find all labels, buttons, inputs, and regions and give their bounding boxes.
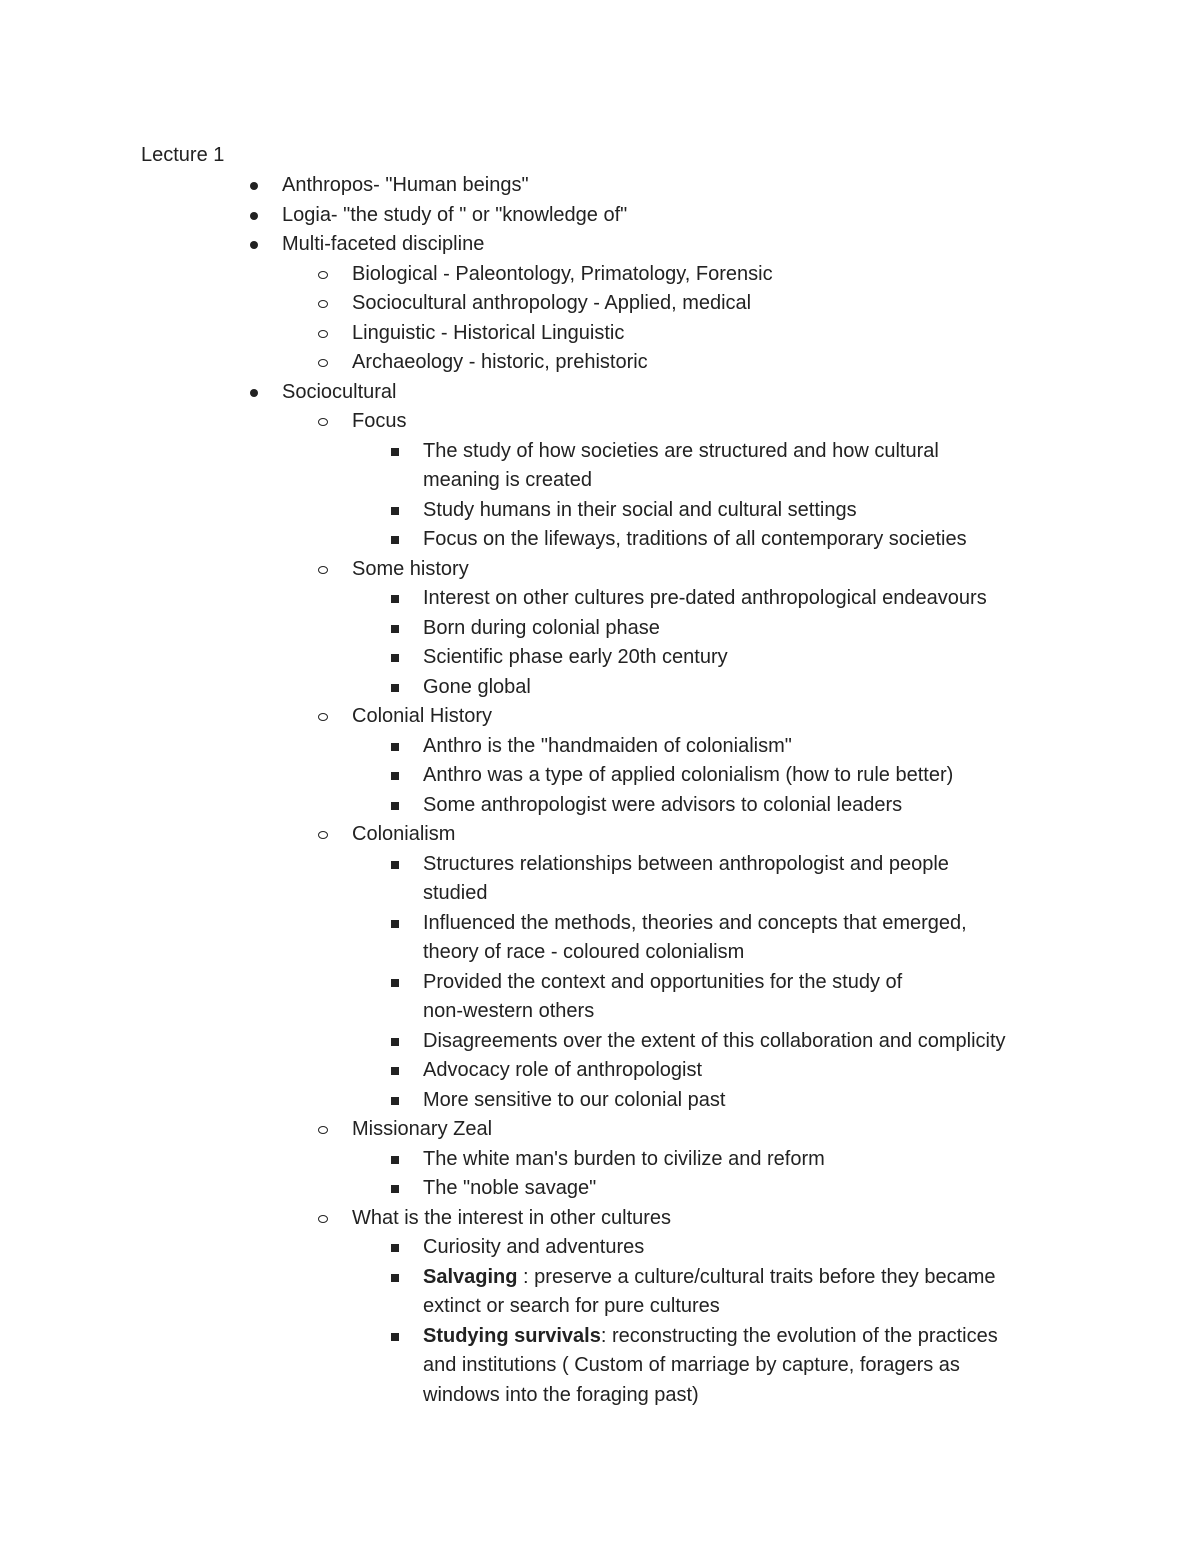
list-item-line-text: Missionary Zeal — [352, 1118, 493, 1140]
list-item-line-text: meaning is created — [423, 469, 592, 491]
list-item-text — [282, 378, 397, 408]
list-item-text — [423, 1322, 998, 1352]
list-item-line — [0, 230, 1200, 260]
square-bullet-icon — [391, 1067, 399, 1075]
square-bullet-icon — [391, 920, 399, 928]
hollow-circle-bullet-icon — [318, 713, 328, 721]
list-item-line — [0, 702, 1200, 732]
list-item-line — [0, 201, 1200, 231]
square-bullet-icon — [391, 861, 399, 869]
list-item-line-text: The study of how societies are structured and how cultural — [423, 439, 939, 462]
list-item-text — [423, 732, 792, 762]
list-item-line-text: Colonial History — [352, 705, 493, 727]
list-item-line — [0, 1027, 1200, 1057]
hollow-circle-bullet-icon — [318, 359, 328, 367]
list-item-line-text: Study humans in their social and cultural settings — [423, 498, 857, 521]
list-item-line-text: What is the interest in other cultures — [352, 1206, 672, 1229]
list-item-text — [423, 643, 728, 673]
list-item-line — [0, 171, 1200, 201]
list-item-line — [0, 761, 1200, 791]
list-item-text — [282, 201, 627, 231]
list-item-line-text: Some anthropologist were advisors to colonial leaders — [423, 793, 903, 816]
list-item-line-text: Anthropos- "Human beings" — [282, 174, 529, 196]
list-item-line-text: Some history — [352, 557, 469, 580]
square-bullet-icon — [391, 625, 399, 633]
list-item-text — [423, 437, 939, 467]
list-item-line — [0, 1204, 1200, 1234]
list-item-line — [0, 791, 1200, 821]
list-item-line — [0, 555, 1200, 585]
list-item-line-text: The white man's burden to civilize and reform — [423, 1147, 825, 1170]
list-item-line-text: theory of race - coloured colonialism — [423, 941, 745, 963]
list-item-text — [423, 850, 949, 880]
square-bullet-icon — [391, 1185, 399, 1193]
list-item-line — [0, 1145, 1200, 1175]
list-item-text — [423, 466, 592, 496]
list-item-text — [352, 348, 648, 378]
square-bullet-icon — [391, 743, 399, 751]
list-item-line — [0, 1174, 1200, 1204]
list-item-line — [0, 1351, 1200, 1381]
square-bullet-icon — [391, 772, 399, 780]
list-item-line — [0, 1086, 1200, 1116]
square-bullet-icon — [391, 595, 399, 603]
list-item-line — [0, 1115, 1200, 1145]
lecture-title: Lecture 1 — [141, 144, 225, 166]
list-item-line-text: Anthro was a type of applied colonialism (how to rule better) — [423, 764, 954, 786]
list-item-line — [0, 614, 1200, 644]
list-item-text — [423, 496, 857, 526]
list-item-line-text: windows into the foraging past) — [423, 1383, 699, 1406]
list-item-line — [0, 1381, 1200, 1411]
list-item-text — [423, 909, 967, 939]
list-item-text — [423, 673, 531, 703]
hollow-circle-bullet-icon — [318, 330, 328, 338]
list-item-line — [0, 938, 1200, 968]
square-bullet-icon — [391, 507, 399, 515]
list-item-line-text: Anthro is the "handmaiden of colonialism" — [423, 734, 792, 757]
list-item-text — [423, 879, 488, 909]
list-item-text — [423, 1263, 996, 1293]
list-item-line-text: Structures relationships between anthropologist and people — [423, 852, 949, 875]
list-item-line — [0, 968, 1200, 998]
list-item-text — [423, 1292, 720, 1322]
list-item-text — [423, 1381, 699, 1411]
list-item-line — [0, 1263, 1200, 1293]
list-item-line — [0, 1322, 1200, 1352]
list-item-line-text: Linguistic - Historical Linguistic — [352, 321, 625, 344]
square-bullet-icon — [391, 1333, 399, 1341]
list-item-line — [0, 319, 1200, 349]
hollow-circle-bullet-icon — [318, 1215, 328, 1223]
list-item-text — [282, 171, 529, 201]
list-item-line-text: Interest on other cultures pre-dated anthropological endeavours — [423, 587, 987, 609]
list-item-line — [0, 584, 1200, 614]
list-item-text — [352, 407, 406, 437]
filled-circle-bullet-icon — [250, 182, 258, 190]
hollow-circle-bullet-icon — [318, 300, 328, 308]
list-item-line — [0, 997, 1200, 1027]
list-item-line — [0, 407, 1200, 437]
hollow-circle-bullet-icon — [318, 566, 328, 574]
list-item-line — [0, 732, 1200, 762]
list-item-text — [352, 289, 751, 319]
list-item-text — [423, 1086, 725, 1116]
list-item-line-text: : reconstructing the evolution of the practices — [600, 1324, 998, 1347]
filled-circle-bullet-icon — [250, 241, 258, 249]
list-item-line-text: Influenced the methods, theories and concepts that emerged, — [423, 911, 967, 934]
list-item-line-text: Advocacy role of anthropologist — [423, 1059, 703, 1081]
filled-circle-bullet-icon — [250, 212, 258, 220]
list-item-text — [423, 968, 902, 998]
list-item-text — [352, 1204, 671, 1234]
list-item-line — [0, 496, 1200, 526]
list-item-line-text: Gone global — [423, 675, 531, 698]
list-item-line-text: Born during colonial phase — [423, 616, 660, 639]
list-item-text — [352, 1115, 492, 1145]
list-item-text — [352, 820, 455, 850]
list-item-line — [0, 437, 1200, 467]
list-item-text — [423, 1233, 644, 1263]
list-item-text — [352, 319, 624, 349]
list-item-text — [352, 702, 492, 732]
list-item-text — [423, 938, 744, 968]
list-item-line-text: Archaeology - historic, prehistoric — [352, 351, 648, 373]
list-item-line-text: Biological - Paleontology, Primatology, Forensic — [352, 262, 773, 285]
list-item-line-text: Disagreements over the extent of this collaboration and complicity — [423, 1029, 1006, 1052]
list-item-line-text: Provided the context and opportunities for the study of — [423, 970, 903, 993]
list-item-text — [423, 525, 967, 555]
list-item-line — [0, 1292, 1200, 1322]
list-item-line — [0, 1233, 1200, 1263]
list-item-text — [423, 1145, 825, 1175]
filled-circle-bullet-icon — [250, 389, 258, 397]
list-item-text — [423, 1351, 960, 1381]
list-item-line-text: : preserve a culture/cultural traits before they became — [517, 1265, 996, 1288]
list-item-line-text: Logia- "the study of " or "knowledge of" — [282, 203, 628, 226]
list-item-text — [423, 791, 902, 821]
square-bullet-icon — [391, 1274, 399, 1282]
list-item-line-text: Colonialism — [352, 823, 456, 845]
list-item-line-text: Multi-faceted discipline — [282, 233, 485, 255]
list-item-line-text: More sensitive to our colonial past — [423, 1088, 726, 1111]
list-item-line-text: non-western others — [423, 1000, 595, 1022]
square-bullet-icon — [391, 1038, 399, 1046]
list-item-text — [423, 614, 660, 644]
list-item-line — [0, 378, 1200, 408]
list-item-text — [423, 761, 953, 791]
square-bullet-icon — [391, 448, 399, 456]
list-item-line — [0, 466, 1200, 496]
list-item-line-text: Focus on the lifeways, traditions of all contemporary societies — [423, 528, 967, 550]
list-item-text — [423, 1027, 1006, 1057]
square-bullet-icon — [391, 1097, 399, 1105]
square-bullet-icon — [391, 654, 399, 662]
square-bullet-icon — [391, 1244, 399, 1252]
bold-term: Salvaging — [423, 1265, 518, 1288]
square-bullet-icon — [391, 1156, 399, 1164]
list-item-text — [423, 584, 987, 614]
list-item-line — [0, 643, 1200, 673]
list-item-line-text: and institutions ( Custom of marriage by capture, foragers as — [423, 1354, 960, 1376]
square-bullet-icon — [391, 979, 399, 987]
list-item-line — [0, 260, 1200, 290]
list-item-text — [352, 555, 469, 585]
bold-term: Studying survivals — [423, 1324, 601, 1347]
square-bullet-icon — [391, 684, 399, 692]
list-item-line — [0, 850, 1200, 880]
list-item-text — [423, 997, 594, 1027]
square-bullet-icon — [391, 802, 399, 810]
list-item-line — [0, 909, 1200, 939]
list-item-text — [423, 1174, 596, 1204]
list-item-line-text: Focus — [352, 410, 407, 432]
hollow-circle-bullet-icon — [318, 418, 328, 426]
list-item-line-text: The "noble savage" — [423, 1177, 597, 1199]
list-item-text — [423, 1056, 702, 1086]
list-item-line — [0, 289, 1200, 319]
list-item-line — [0, 1056, 1200, 1086]
list-item-line-text: Curiosity and adventures — [423, 1236, 645, 1258]
hollow-circle-bullet-icon — [318, 271, 328, 279]
list-item-line-text: extinct or search for pure cultures — [423, 1295, 720, 1317]
square-bullet-icon — [391, 536, 399, 544]
list-item-line — [0, 879, 1200, 909]
hollow-circle-bullet-icon — [318, 831, 328, 839]
hollow-circle-bullet-icon — [318, 1126, 328, 1134]
list-item-line — [0, 525, 1200, 555]
list-item-line-text: studied — [423, 882, 488, 904]
list-item-line — [0, 348, 1200, 378]
list-item-line — [0, 820, 1200, 850]
list-item-line-text: Scientific phase early 20th century — [423, 646, 728, 668]
list-item-line — [0, 673, 1200, 703]
list-item-text — [352, 260, 773, 290]
list-item-text — [282, 230, 484, 260]
list-item-line-text: Sociocultural anthropology - Applied, medical — [352, 292, 752, 314]
list-item-line-text: Sociocultural — [282, 380, 397, 403]
